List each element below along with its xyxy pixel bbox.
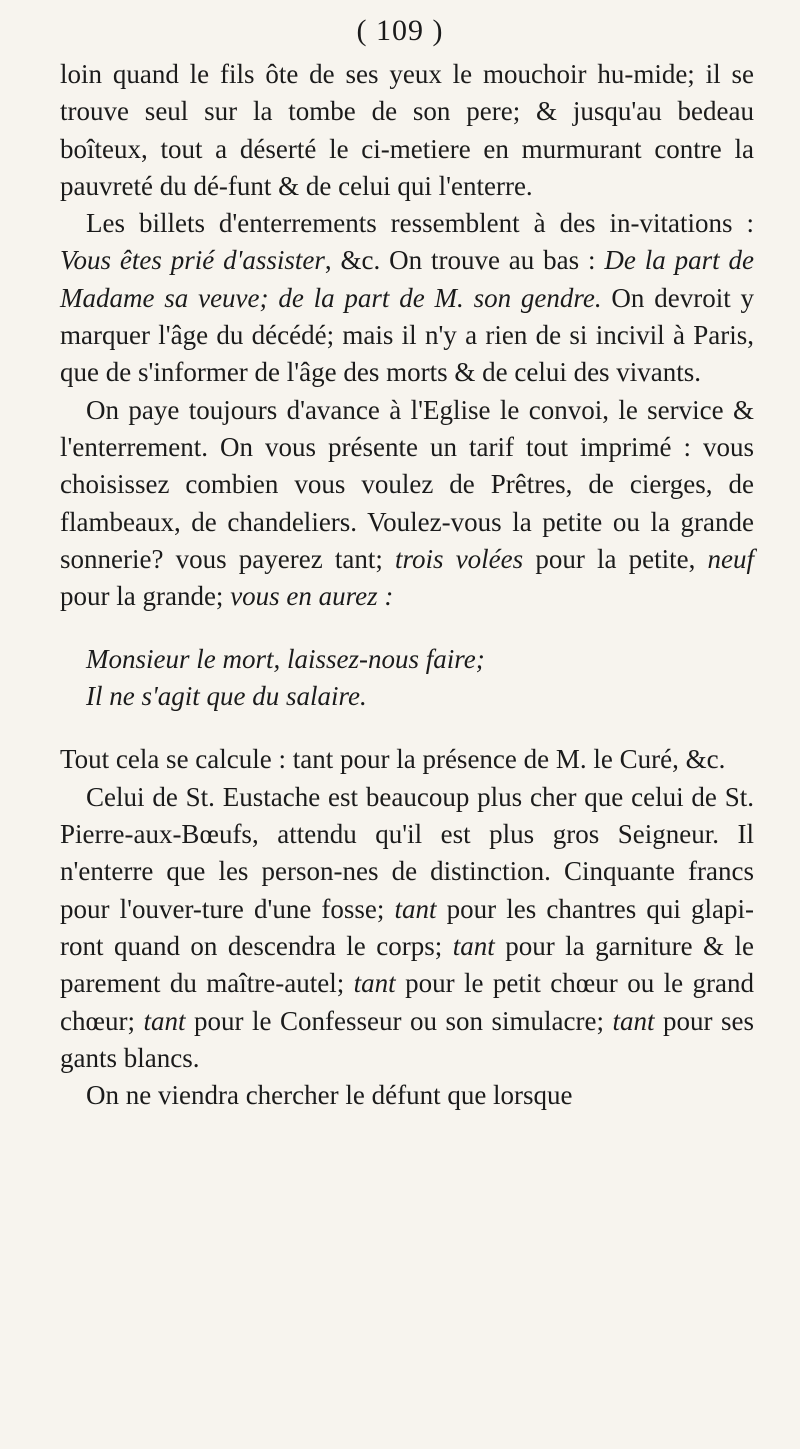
text-run: pour la petite, [523,543,708,574]
paragraph-p3 [60,392,754,616]
text-run: pour la garniture & le parement du maître-autel; [60,930,754,999]
text-run: On devroit y marquer l'âge du décédé; mais il n'y a rien de si incivil à Paris, que de s'informer de l'âge des morts & de celui des vivants. [60,282,754,388]
paragraphs-after-verse [60,741,754,1114]
text-run: pour les chantres qui glapi-ront quand on descendra le corps; [60,893,754,961]
italic-text: tant [353,968,396,999]
italic-text: vous en aurez : [230,581,394,612]
text-run: Celui de St. Eustache est beaucoup plus cher que celui de St. Pierre-aux-Bœufs, attendu qu'il est plus gros Seigneur. Il n'enterre que les person-nes de distinction. Cinquante francs pour l'ouver-ture d'une fosse; [60,781,754,924]
body-text [60,56,754,1114]
text-run: pour ses gants blancs. [60,1005,754,1073]
italic-text: tant [143,1005,186,1036]
paragraph-p6 [60,1077,754,1114]
verse-line: Monsieur le mort, laissez-nous faire; [86,644,485,675]
italic-text: Vous êtes prié d'assister [60,245,325,276]
paragraphs-before-verse [60,56,754,615]
text-run: pour le Confesseur ou son simulacre; [185,1005,613,1036]
italic-text: trois volées [395,543,524,574]
text-run: Tout cela se calcule : tant pour la présence de M. le Curé, &c. [60,744,726,775]
paragraph-p1 [60,56,754,205]
text-run: , &c. On trouve au bas : [324,245,605,276]
page-number: ( 109 ) [356,14,444,47]
text-run: pour le petit chœur ou le grand chœur; [60,968,754,1036]
italic-text: tant [612,1005,655,1036]
italic-text: tant [452,930,495,961]
text-run: pour la grande; [60,581,231,612]
paragraph-p5 [60,779,754,1077]
italic-text: tant [394,893,437,924]
text-run: Les billets d'enterrements ressemblent à des in-vitations : [86,208,754,239]
italic-text: neuf [707,543,754,574]
paragraph-p2 [60,205,754,391]
verse-quote [60,641,754,715]
italic-text: De la part de Madame sa veuve; de la part de M. son gendre. [60,245,754,313]
text-run: On paye toujours d'avance à l'Eglise le convoi, le service & l'enterrement. On vous présente un tarif tout imprimé : vous choisissez combien vous voulez de Prêtres, de cierges, de flambeaux, de chandeliers. Voulez-vous la petite ou la grande sonnerie? vous payerez tant; [60,394,754,574]
text-run: loin quand le fils ôte de ses yeux le mouchoir hu-mide; il se trouve seul sur la tombe de son pere; & jusqu'au bedeau boîteux, tout a déserté le ci-metiere en murmurant contre la pauvreté du dé-funt & de celui qui l'enterre. [60,59,754,201]
paragraph-p4 [60,741,754,778]
text-run: On ne viendra chercher le défunt que lorsque [86,1080,573,1111]
verse-line: Il ne s'agit que du salaire. [86,681,367,712]
